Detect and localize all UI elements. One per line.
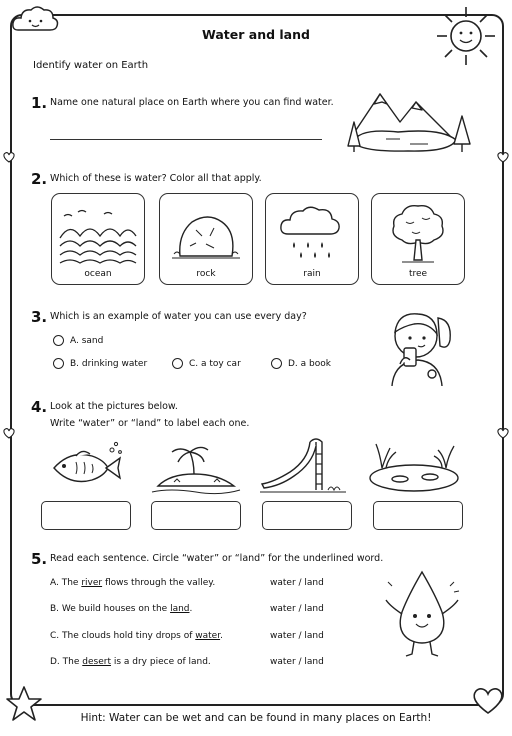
page-title: Water and land xyxy=(202,27,310,42)
radio-button[interactable] xyxy=(53,358,64,369)
option-d[interactable]: D. a book xyxy=(271,358,331,369)
water-land-choice-a[interactable]: water / land xyxy=(270,578,324,588)
question-4-text-2: Write “water” or “land” to label each one. xyxy=(50,418,250,429)
small-heart-icon xyxy=(496,426,510,440)
question-2-number: 2. xyxy=(31,170,48,188)
tree-card[interactable] xyxy=(371,193,465,285)
island-icon xyxy=(150,440,242,496)
girl-drinking-icon xyxy=(378,302,460,386)
pond-icon xyxy=(366,434,462,494)
question-4-text-1: Look at the pictures below. xyxy=(50,401,178,412)
underlined-word: river xyxy=(81,578,103,588)
small-heart-icon xyxy=(496,150,510,164)
hint-text: Hint: Water can be wet and can be found in many places on Earth! xyxy=(80,712,432,724)
question-5-number: 5. xyxy=(31,550,48,568)
sentence-c: C. The clouds hold tiny drops of water. xyxy=(50,631,223,641)
ocean-waves-icon xyxy=(58,200,138,266)
underlined-word: water xyxy=(195,631,221,641)
water-land-choice-d[interactable]: water / land xyxy=(270,657,324,667)
rock-card[interactable] xyxy=(159,193,253,285)
water-land-choice-b[interactable]: water / land xyxy=(270,604,324,614)
question-5-text: Read each sentence. Circle “water” or “land” for the underlined word. xyxy=(50,553,384,564)
water-drop-character-icon xyxy=(378,566,468,662)
card-label: tree xyxy=(408,269,428,279)
card-label: rock xyxy=(196,269,216,279)
water-land-choice-c[interactable]: water / land xyxy=(270,631,324,641)
question-3-number: 3. xyxy=(31,308,48,326)
sentence-d: D. The desert is a dry piece of land. xyxy=(50,657,211,667)
lake-landscape-icon xyxy=(338,82,476,156)
underlined-word: desert xyxy=(82,657,111,667)
question-1-text: Name one natural place on Earth where you can find water. xyxy=(50,97,334,108)
rain-card[interactable] xyxy=(265,193,359,285)
label-box-island[interactable] xyxy=(151,501,241,530)
underlined-word: land xyxy=(170,604,190,614)
question-1-number: 1. xyxy=(31,94,48,112)
label-box-fish[interactable] xyxy=(41,501,131,530)
label-box-slide[interactable] xyxy=(262,501,352,530)
question-1-answer-line[interactable] xyxy=(50,139,322,140)
question-4-number: 4. xyxy=(31,398,48,416)
radio-button[interactable] xyxy=(172,358,183,369)
ocean-card[interactable] xyxy=(51,193,145,285)
small-heart-icon xyxy=(2,150,16,164)
card-label: rain xyxy=(303,269,321,279)
playground-slide-icon xyxy=(258,436,348,494)
tree-icon xyxy=(378,200,458,266)
radio-button[interactable] xyxy=(271,358,282,369)
rain-cloud-icon xyxy=(272,200,352,266)
sentence-a: A. The river flows through the valley. xyxy=(50,578,216,588)
label-box-pond[interactable] xyxy=(373,501,463,530)
card-label: ocean xyxy=(84,269,112,279)
radio-button[interactable] xyxy=(53,335,64,346)
question-3-text: Which is an example of water you can use every day? xyxy=(50,311,307,322)
option-b[interactable]: B. drinking water xyxy=(53,358,147,369)
fish-icon xyxy=(46,440,124,492)
page-subtitle: Identify water on Earth xyxy=(33,60,149,71)
option-c[interactable]: C. a toy car xyxy=(172,358,241,369)
sentence-b: B. We build houses on the land. xyxy=(50,604,193,614)
question-2-text: Which of these is water? Color all that apply. xyxy=(50,173,262,184)
small-heart-icon xyxy=(2,426,16,440)
rock-icon xyxy=(166,200,246,266)
option-a[interactable]: A. sand xyxy=(53,335,103,346)
